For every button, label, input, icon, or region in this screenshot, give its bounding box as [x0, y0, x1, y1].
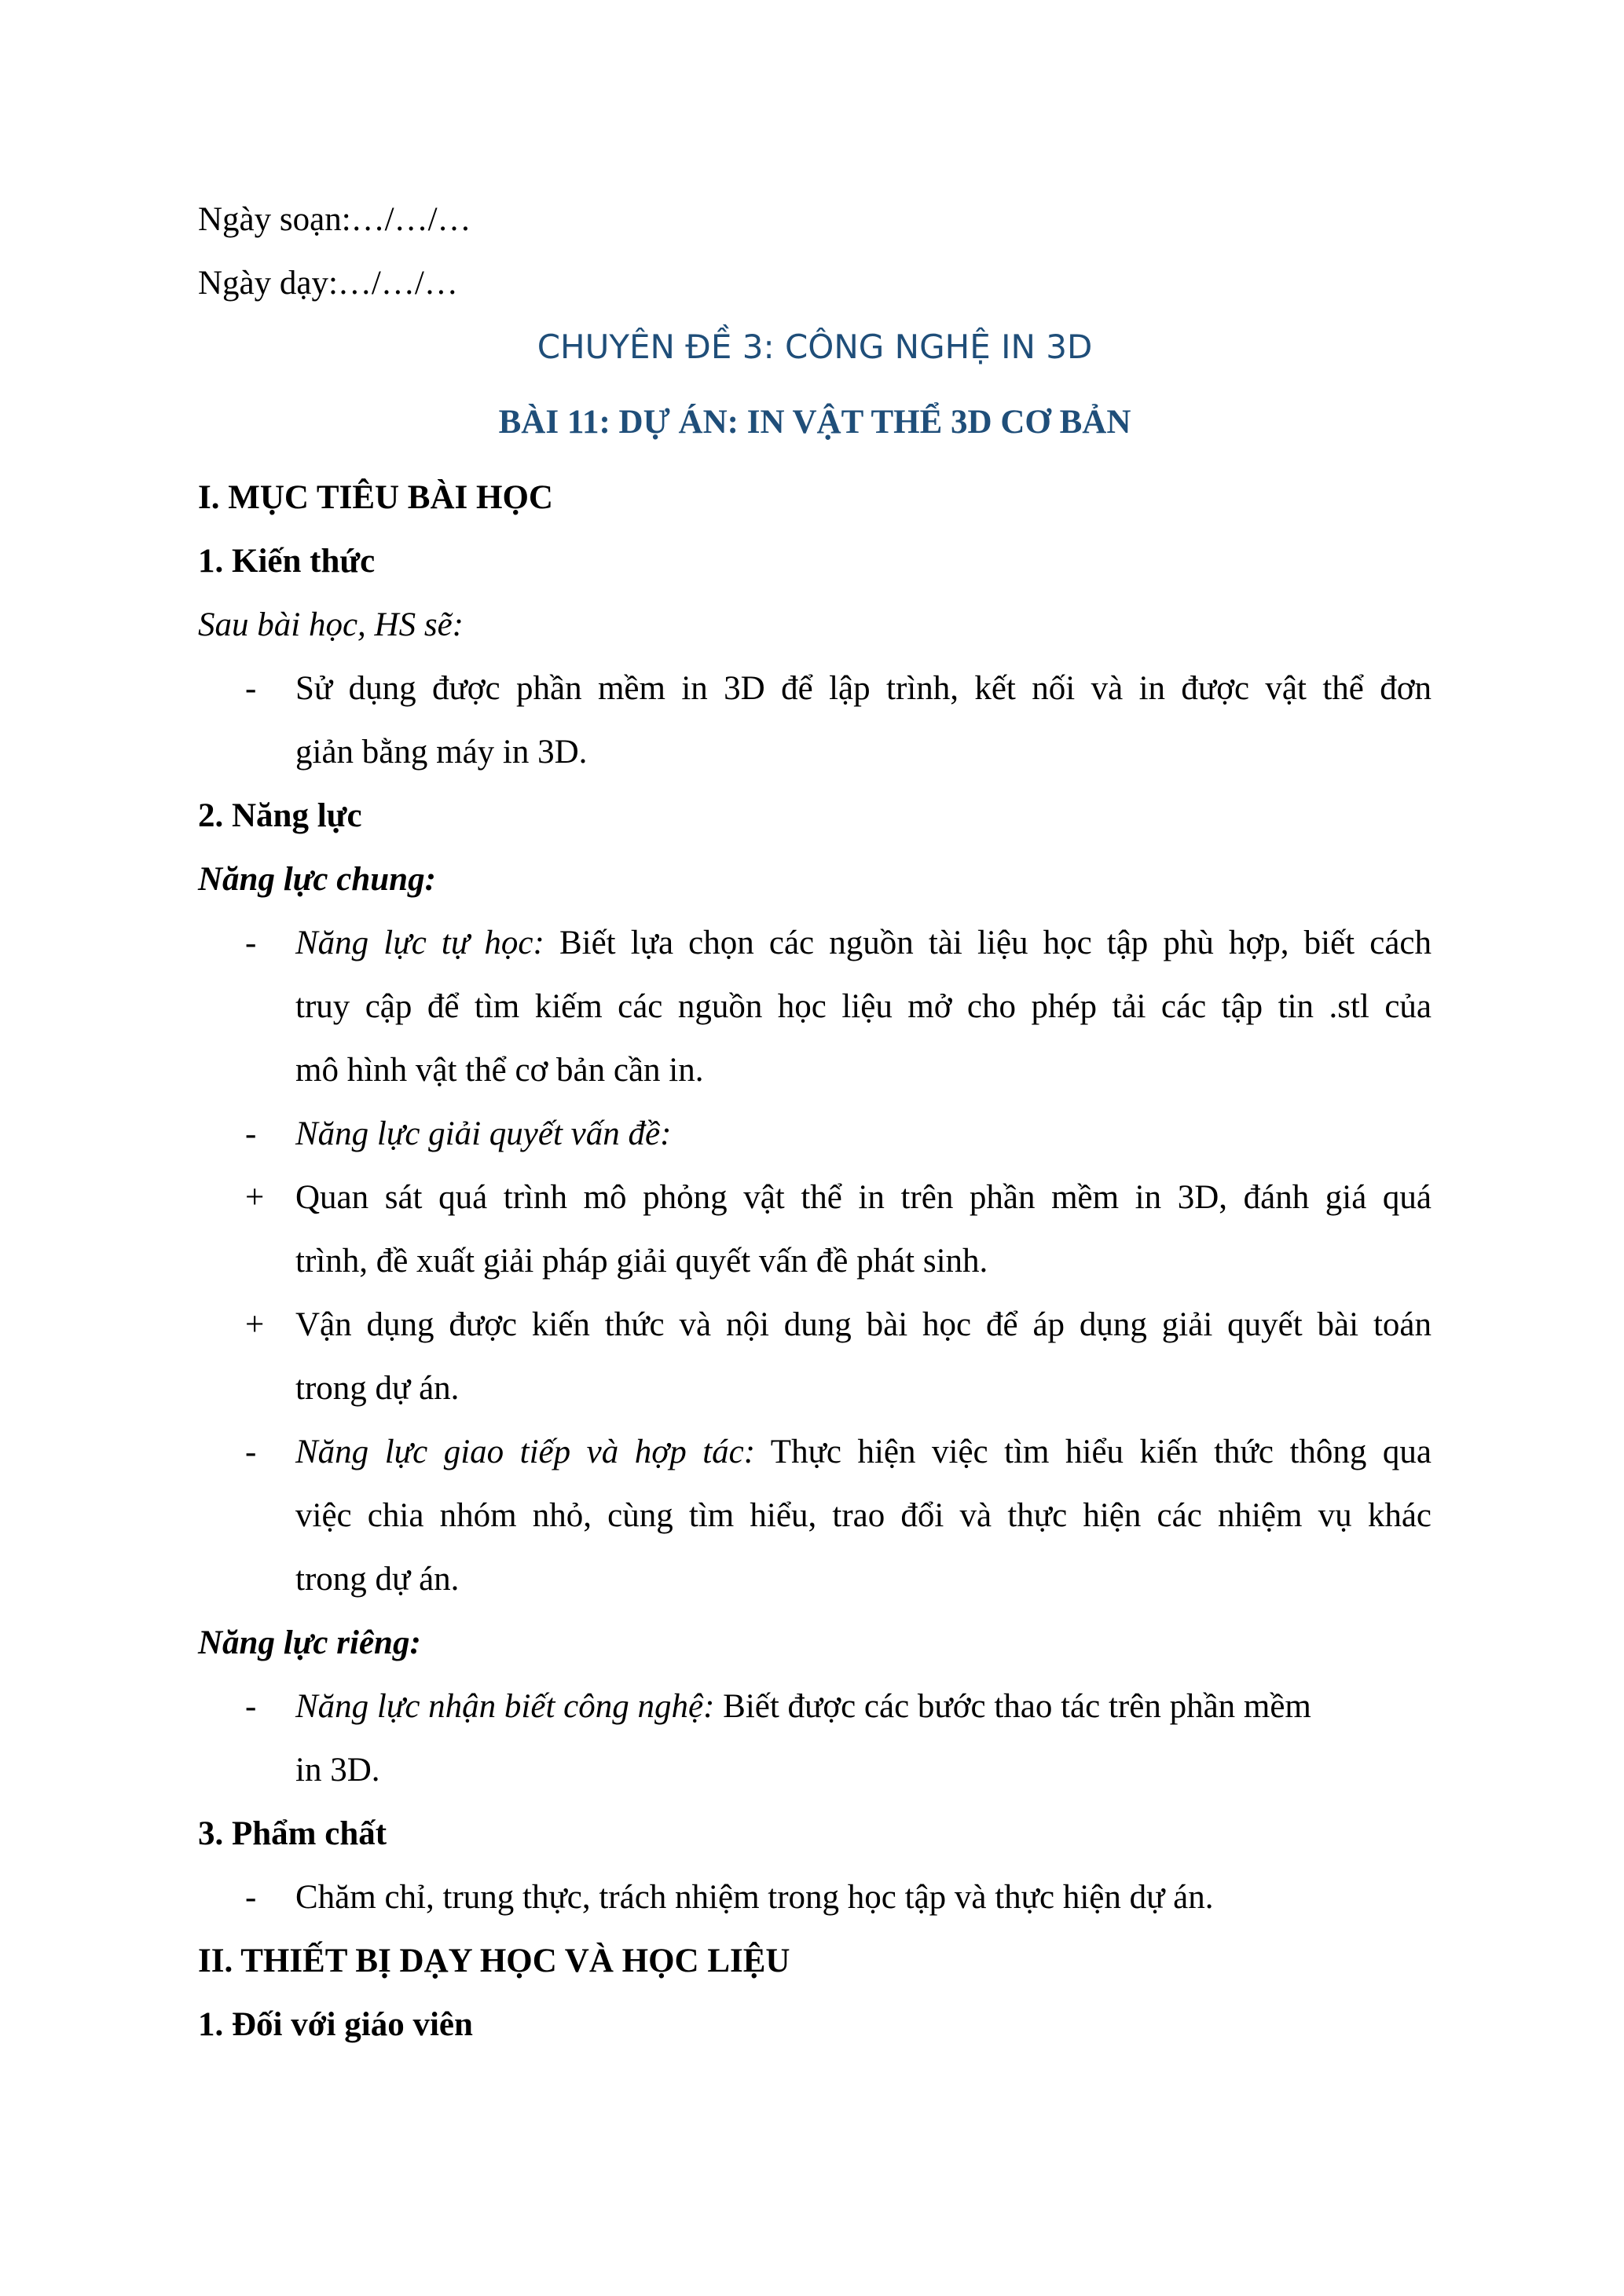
- bullet-dash: -: [245, 670, 257, 707]
- teach-date: Ngày dạy:…/…/…: [198, 265, 458, 302]
- tech-recognition-line1: [295, 1683, 1432, 1730]
- section1-heading: I. MỤC TIÊU BÀI HỌC: [198, 479, 553, 516]
- tech-recognition-label: Năng lực nhận biết công nghệ:: [295, 1688, 715, 1725]
- bullet-dash: -: [245, 1115, 257, 1152]
- knowledge-heading: 1. Kiến thức: [198, 543, 376, 580]
- bullet-dash: -: [245, 925, 257, 961]
- section2-heading: II. THIẾT BỊ DẠY HỌC VÀ HỌC LIỆU: [198, 1943, 790, 1979]
- knowledge-item-line2: giản bằng máy in 3D.: [295, 734, 588, 771]
- prep-date: Ngày soạn:…/…/…: [198, 201, 471, 238]
- problem-solving-sub2-line2: trong dự án.: [295, 1370, 460, 1407]
- bullet-dash: -: [245, 1879, 257, 1916]
- tech-recognition-text: Biết được các bước thao tác trên phần mềm: [714, 1688, 1311, 1725]
- self-study-line2: truy cập để tìm kiếm các nguồn học liệu mở cho phép tải các tập tin .stl của: [295, 988, 1432, 1025]
- specific-competency-heading: Năng lực riêng:: [198, 1624, 421, 1661]
- self-study-label: Năng lực tự học:: [295, 925, 544, 961]
- competency-heading: 2. Năng lực: [198, 797, 362, 834]
- quality-item: Chăm chỉ, trung thực, trách nhiệm trong học tập và thực hiện dự án.: [295, 1879, 1214, 1916]
- bullet-plus: +: [245, 1306, 265, 1343]
- tech-recognition-line2: in 3D.: [295, 1752, 380, 1789]
- communication-line3: trong dự án.: [295, 1561, 460, 1598]
- communication-text: Thực hiện việc tìm hiểu kiến thức thông qua: [755, 1434, 1432, 1470]
- general-competency-heading: Năng lực chung:: [198, 861, 436, 898]
- communication-line1: [295, 1429, 1432, 1476]
- lesson-title: BÀI 11: DỰ ÁN: IN VẬT THỂ 3D CƠ BẢN: [498, 404, 1131, 441]
- communication-label: Năng lực giao tiếp và hợp tác:: [295, 1434, 756, 1470]
- problem-solving-sub1-line1: Quan sát quá trình mô phỏng vật thể in trên phần mềm in 3D, đánh giá quá: [295, 1179, 1432, 1216]
- self-study-text: Biết lựa chọn các nguồn tài liệu học tập phù hợp, biết cách: [544, 925, 1432, 961]
- teacher-heading: 1. Đối với giáo viên: [198, 2006, 473, 2043]
- knowledge-intro: Sau bài học, HS sẽ:: [198, 606, 464, 643]
- self-study-line1: [295, 920, 1432, 967]
- communication-line2: việc chia nhóm nhỏ, cùng tìm hiểu, trao đổi và thực hiện các nhiệm vụ khác: [295, 1497, 1432, 1534]
- self-study-line3: mô hình vật thể cơ bản cần in.: [295, 1052, 704, 1089]
- problem-solving-sub2-line1: Vận dụng được kiến thức và nội dung bài học để áp dụng giải quyết bài toán: [295, 1306, 1432, 1343]
- knowledge-item-line1: Sử dụng được phần mềm in 3D để lập trình, kết nối và in được vật thể đơn: [295, 670, 1432, 707]
- bullet-plus: +: [245, 1179, 265, 1216]
- bullet-dash: -: [245, 1688, 257, 1725]
- problem-solving-label: Năng lực giải quyết vấn đề:: [295, 1115, 672, 1152]
- bullet-dash: -: [245, 1434, 257, 1470]
- quality-heading: 3. Phẩm chất: [198, 1815, 387, 1852]
- topic-title: CHUYÊN ĐỀ 3: CÔNG NGHỆ IN 3D: [537, 328, 1093, 366]
- problem-solving-sub1-line2: trình, đề xuất giải pháp giải quyết vấn đề phát sinh.: [295, 1243, 988, 1280]
